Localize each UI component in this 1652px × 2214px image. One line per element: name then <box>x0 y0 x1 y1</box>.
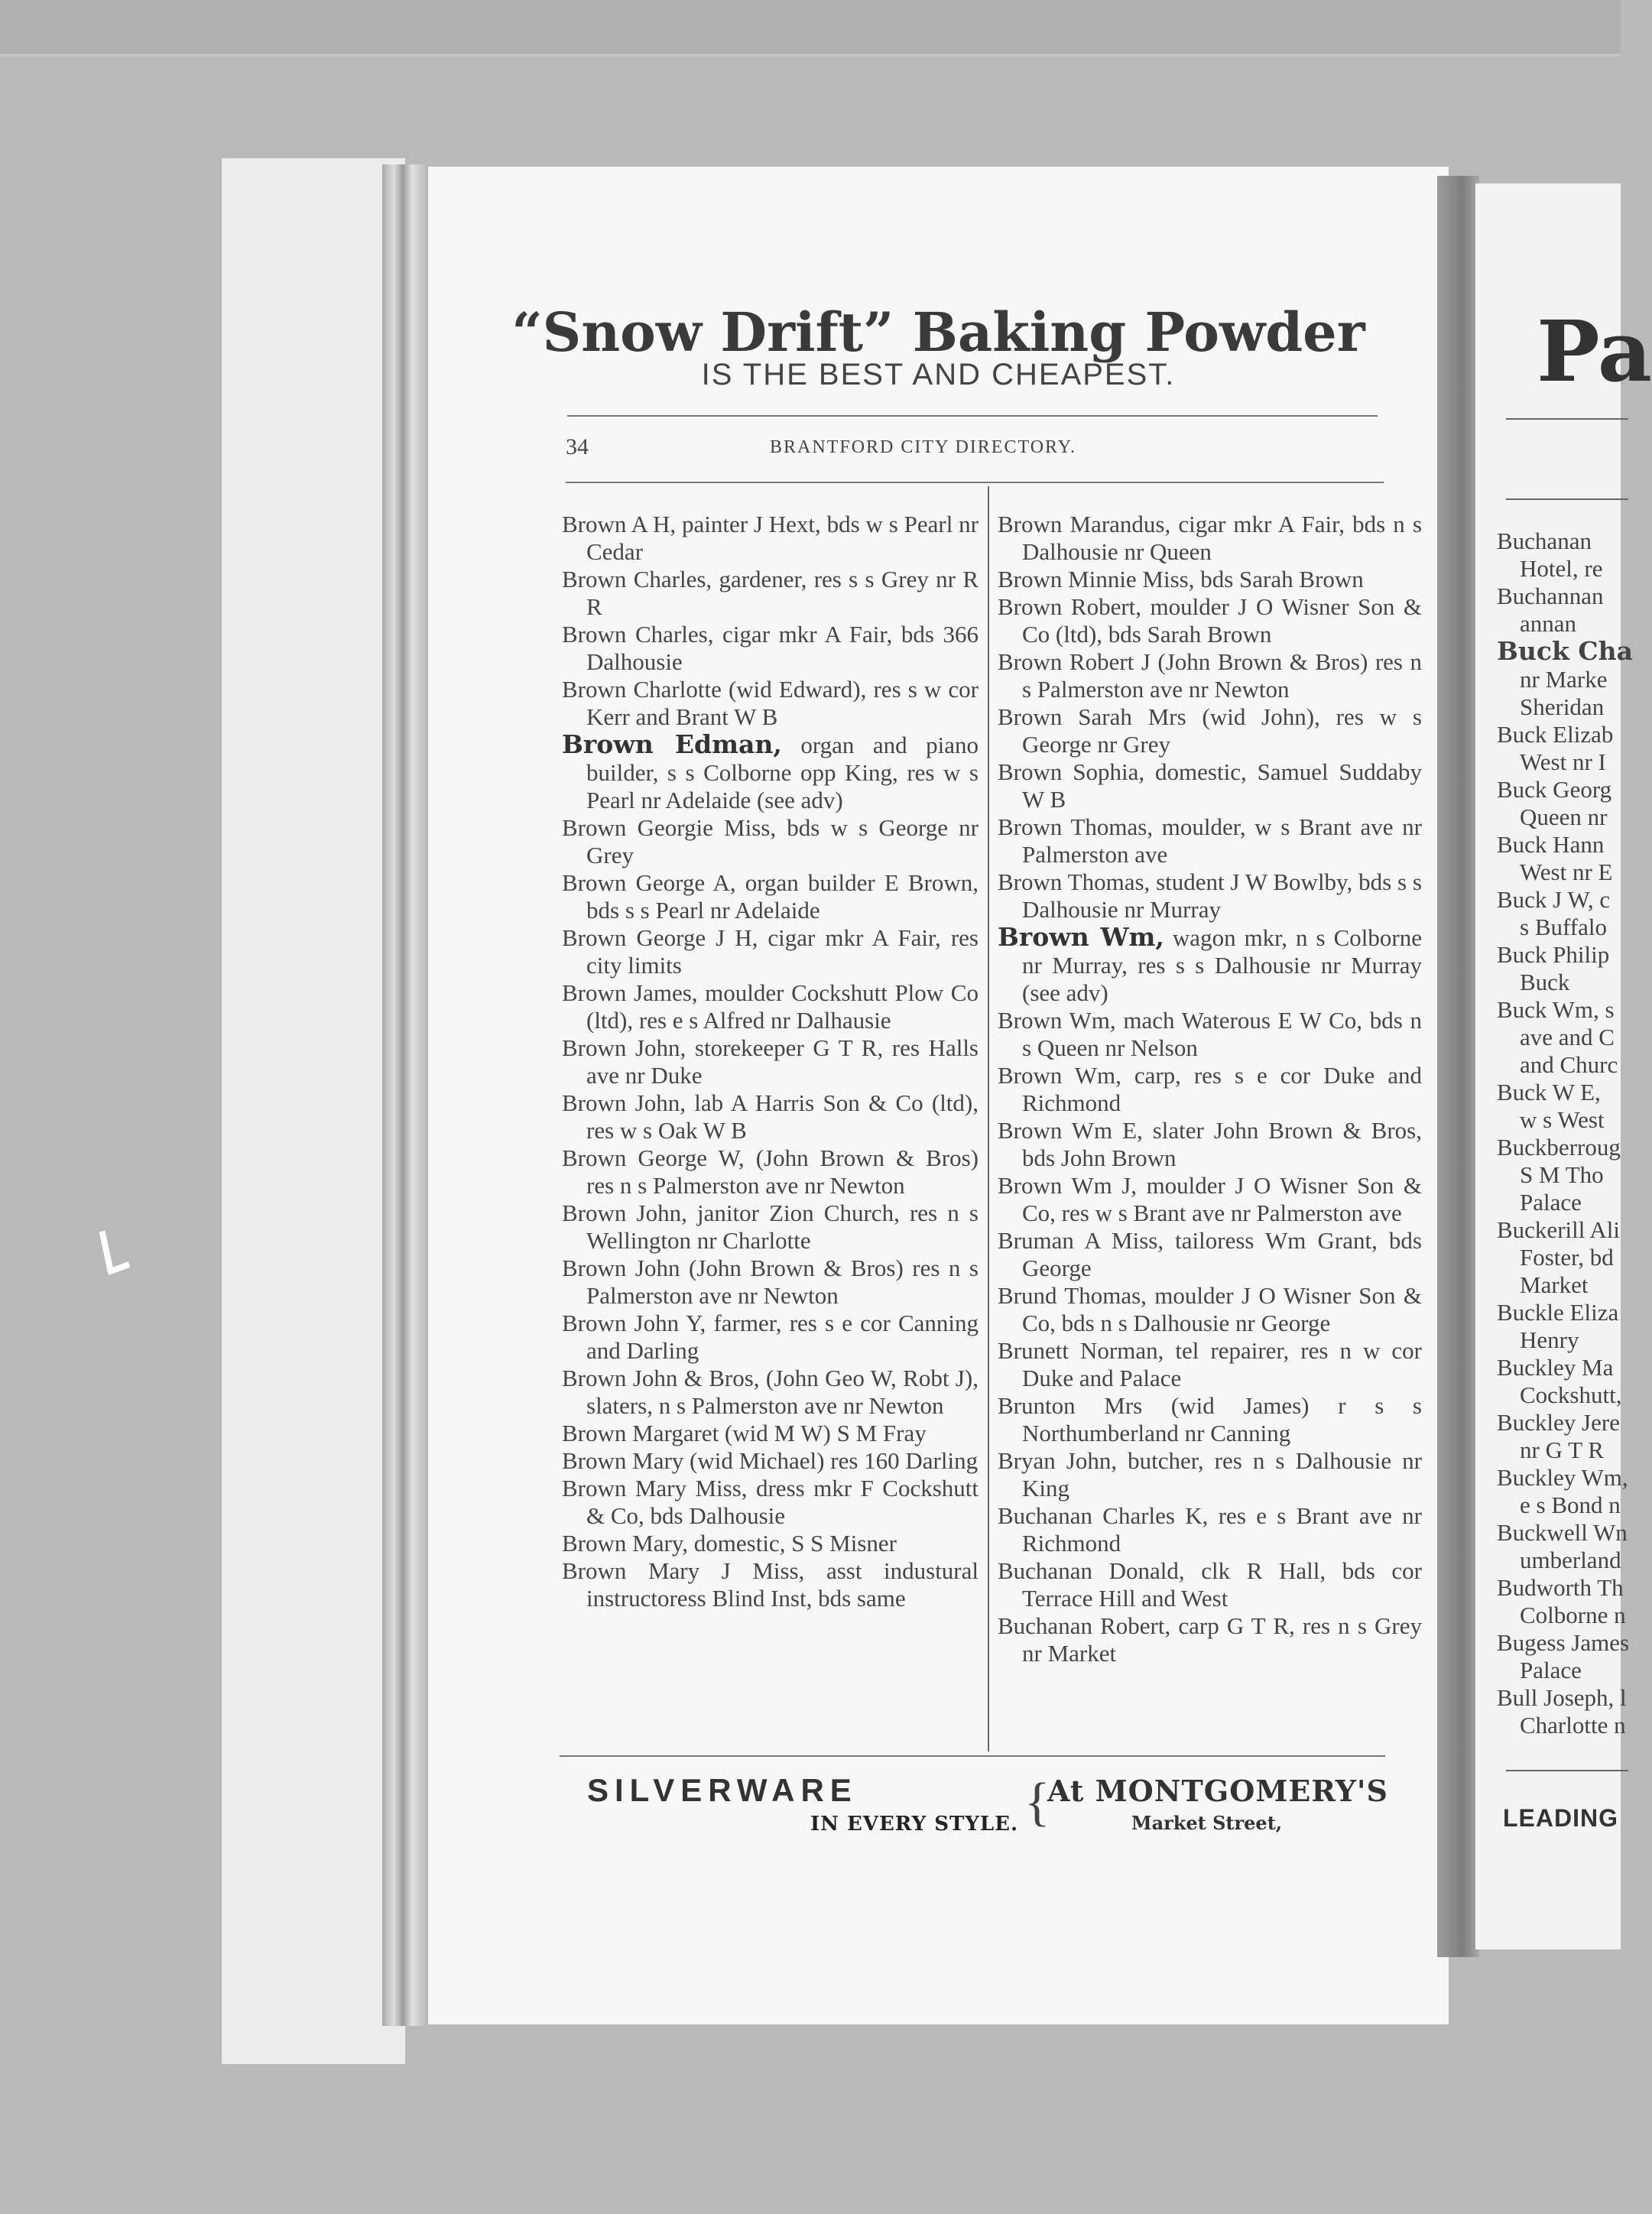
facing-page-line <box>1497 1684 1633 1712</box>
directory-entry <box>998 703 1422 758</box>
entry-text: Brown Sarah Mrs (wid John), res w s George nr Grey <box>998 703 1422 758</box>
facing-page-line <box>1497 831 1633 859</box>
entry-text: Brown Georgie Miss, bds w s George nr Grey <box>562 814 979 868</box>
directory-entry <box>998 648 1422 703</box>
facing-page-line-text: Buck Hann <box>1497 831 1605 858</box>
entry-text: Brown Wm J, moulder J O Wisner Son & Co, res w s Brant ave nr Palmerston ave <box>998 1172 1422 1226</box>
entry-text: Brown John (John Brown & Bros) res n s Palmerston ave nr Newton <box>562 1255 979 1309</box>
entry-text: Brown George W, (John Brown & Bros) res n s Palmerston ave nr Newton <box>562 1144 979 1199</box>
entry-text: Brown Thomas, moulder, w s Brant ave nr Palmerston ave <box>998 813 1422 868</box>
facing-page-line <box>1497 1051 1633 1079</box>
facing-page-line <box>1497 583 1633 610</box>
entry-text: Brown Mary, domestic, S S Misner <box>562 1530 897 1557</box>
facing-page-line <box>1497 1189 1633 1216</box>
facing-page-line-text: Queen nr <box>1520 803 1608 830</box>
directory-entry <box>998 511 1422 566</box>
entry-text: Brown Wm, mach Waterous E W Co, bds n s Queen nr Nelson <box>998 1007 1422 1061</box>
entry-text: Brown John, storekeeper G T R, res Halls ave nr Duke <box>562 1034 979 1089</box>
entry-text: Brown John & Bros, (John Geo W, Robt J), slaters, n s Palmerston ave nr Newton <box>562 1365 979 1419</box>
running-title: BRANTFORD CITY DIRECTORY. <box>770 437 1076 457</box>
entry-text: Brown Mary (wid Michael) res 160 Darling <box>562 1447 979 1474</box>
header-rule <box>567 415 1378 417</box>
directory-entry <box>562 511 979 566</box>
entry-text: Brown John Y, farmer, res s e cor Canning and Darling <box>562 1310 979 1364</box>
entry-text: Brown Charles, gardener, res s s Grey nr R R <box>562 566 979 620</box>
footer-rule <box>560 1755 1385 1757</box>
directory-entry <box>998 758 1422 813</box>
facing-page-line-text: w s West <box>1520 1106 1605 1133</box>
entry-text: Brown Mary J Miss, asst industural instructoress Blind Inst, bds same <box>562 1557 979 1612</box>
entry-text: Brown Robert J (John Brown & Bros) res n s Palmerston ave nr Newton <box>998 648 1422 703</box>
facing-page-line-text: Buckberroug <box>1497 1134 1621 1161</box>
directory-entry <box>562 621 979 676</box>
entry-text: Brown John, janitor Zion Church, res n s Wellington nr Charlotte <box>562 1200 979 1254</box>
facing-page-line <box>1497 1574 1633 1602</box>
facing-page-line <box>1497 555 1633 583</box>
directory-entry <box>562 869 979 924</box>
facing-page-line <box>1497 969 1633 996</box>
facing-page-line-text: Buck <box>1520 969 1570 995</box>
book-page-edges <box>382 164 428 2026</box>
facing-page-line <box>1497 1161 1633 1189</box>
entry-text: Buchanan Donald, clk R Hall, bds cor Terrace Hill and West <box>998 1557 1422 1612</box>
facing-page-line <box>1497 1409 1633 1437</box>
directory-page <box>428 167 1449 2024</box>
directory-entry <box>998 566 1422 593</box>
facing-page-line-text: Buck Georg <box>1497 776 1612 803</box>
directory-entry <box>562 1200 979 1255</box>
facing-page-line <box>1497 1216 1633 1244</box>
footer-ad-right-main: At MONTGOMERY'S <box>1047 1774 1388 1808</box>
ad-header-title: “Snow Drift” Baking Powder <box>511 300 1365 364</box>
facing-page-line <box>1497 1464 1633 1492</box>
entry-text: Bryan John, butcher, res n s Dalhousie nr King <box>998 1447 1422 1501</box>
footer-ad-left-sub: IN EVERY STYLE. <box>810 1813 1019 1836</box>
directory-entry <box>998 1117 1422 1172</box>
facing-page-line <box>1497 610 1633 638</box>
entry-text: Brown George A, organ builder E Brown, bds s s Pearl nr Adelaide <box>562 869 979 924</box>
facing-page-fragment <box>1475 183 1652 1949</box>
facing-page-line-text: Henry <box>1520 1326 1579 1353</box>
running-head-rule <box>566 482 1384 483</box>
directory-entry <box>998 813 1422 868</box>
facing-page-line-text: Buck Elizab <box>1497 721 1614 748</box>
scan-background-top <box>0 0 1621 54</box>
entry-text: Brunton Mrs (wid James) r s s Northumberland nr Canning <box>998 1392 1422 1446</box>
column-separator <box>988 486 989 1751</box>
entry-text: Brown George J H, cigar mkr A Fair, res city limits <box>562 924 979 979</box>
facing-page-line <box>1497 1381 1633 1409</box>
directory-column-right <box>998 511 1422 1667</box>
entry-text: Brown Charles, cigar mkr A Fair, bds 366 Dalhousie <box>562 621 979 675</box>
facing-page-line-text: umberland <box>1520 1547 1621 1573</box>
directory-entry <box>998 1612 1422 1667</box>
facing-page-line <box>1497 1134 1633 1161</box>
facing-page-rule <box>1506 418 1628 420</box>
directory-entry <box>562 924 979 979</box>
entry-text: Brown Charlotte (wid Edward), res s w cor Kerr and Brant W B <box>562 676 979 730</box>
directory-entry <box>998 1502 1422 1557</box>
entry-text: wagon mkr, n s Colborne nr Murray, res s s Dalhousie nr Murray (see adv) <box>1022 924 1422 1006</box>
entry-text: organ and piano builder, s s Colborne opp King, res w s Pearl nr Adelaide (see adv) <box>586 732 979 813</box>
directory-column-left <box>562 511 979 1612</box>
facing-page-line-text: Buck Wm, s <box>1497 996 1615 1023</box>
entry-text: Brown Wm E, slater John Brown & Bros, bds John Brown <box>998 1117 1422 1171</box>
facing-page-line-text: Market <box>1520 1271 1589 1298</box>
directory-entry <box>562 676 979 731</box>
facing-page-line <box>1497 1354 1633 1381</box>
directory-entry <box>998 1282 1422 1337</box>
facing-page-line-text: e s Bond n <box>1520 1492 1621 1518</box>
directory-entry <box>998 1337 1422 1392</box>
directory-entry <box>562 566 979 621</box>
facing-page-line-text: Charlotte n <box>1520 1712 1626 1738</box>
facing-page-line <box>1497 1437 1633 1464</box>
entry-bold-name: Brown Edman, <box>562 729 782 759</box>
facing-page-line <box>1497 1629 1633 1657</box>
facing-page-line-text: Buchanan <box>1497 528 1592 554</box>
entry-text: Brown James, moulder Cockshutt Plow Co (ltd), res e s Alfred nr Dalhausie <box>562 979 979 1034</box>
directory-entry <box>998 1392 1422 1447</box>
facing-page-line-text: ave and C <box>1520 1024 1615 1050</box>
directory-entry <box>998 1007 1422 1062</box>
page-number: 34 <box>566 434 589 459</box>
directory-entry <box>562 1557 979 1612</box>
directory-entry <box>562 1475 979 1530</box>
directory-entry <box>562 1144 979 1200</box>
facing-page-line <box>1497 776 1633 803</box>
facing-page-line <box>1497 914 1633 941</box>
facing-page-line <box>1497 1024 1633 1051</box>
facing-page-line-text: West nr E <box>1520 859 1613 885</box>
directory-entry <box>998 924 1422 1007</box>
facing-page-line <box>1497 1547 1633 1574</box>
facing-page-line <box>1497 1602 1633 1629</box>
facing-page-column <box>1497 528 1633 1739</box>
facing-page-line <box>1497 1492 1633 1519</box>
facing-page-line-text: Bull Joseph, l <box>1497 1684 1627 1711</box>
facing-page-line-text: Sheridan <box>1520 693 1605 720</box>
facing-page-line <box>1497 803 1633 831</box>
directory-entry <box>998 1557 1422 1612</box>
facing-page-line <box>1497 1657 1633 1684</box>
facing-page-line <box>1497 1519 1633 1547</box>
ad-header-subtitle: IS THE BEST AND CHEAPEST. <box>701 358 1176 391</box>
facing-page-line-text: annan <box>1520 610 1577 637</box>
facing-page-line-text: Buckle Eliza <box>1497 1299 1619 1326</box>
facing-page-line <box>1497 638 1633 666</box>
facing-page-footer-fragment: LEADING <box>1503 1804 1618 1832</box>
directory-entry <box>998 868 1422 924</box>
running-head <box>566 434 1280 465</box>
directory-entry <box>562 1420 979 1447</box>
directory-entry <box>998 1172 1422 1227</box>
facing-page-line-text: Bugess James <box>1497 1629 1630 1656</box>
entry-text: Brund Thomas, moulder J O Wisner Son & Co, bds n s Dalhousie nr George <box>998 1282 1422 1336</box>
scan-background-band <box>0 54 1621 57</box>
facing-page-line-text: Buck Philip <box>1497 941 1610 968</box>
facing-page-line <box>1497 666 1633 693</box>
entry-bold-name: Brown Wm, <box>998 922 1164 952</box>
directory-entry <box>562 1034 979 1089</box>
directory-entry <box>998 1062 1422 1117</box>
facing-page-rule <box>1506 498 1628 500</box>
facing-page-line <box>1497 1271 1633 1299</box>
footer-ad-brace: { <box>1024 1773 1050 1832</box>
book-gutter <box>1437 176 1479 1957</box>
facing-page-line-text: Buckwell Wn <box>1497 1519 1628 1546</box>
facing-page-line <box>1497 693 1633 721</box>
facing-page-line-text: S M Tho <box>1520 1161 1604 1188</box>
directory-entry <box>998 1227 1422 1282</box>
facing-page-line-text: s Buffalo <box>1520 914 1607 940</box>
back-cover-page <box>222 158 405 2064</box>
facing-page-line-text: nr Marke <box>1520 666 1608 693</box>
facing-page-line <box>1497 1326 1633 1354</box>
facing-page-line-text: Colborne n <box>1520 1602 1626 1628</box>
directory-entry <box>562 1255 979 1310</box>
entry-text: Brown Margaret (wid M W) S M Fray <box>562 1420 927 1446</box>
footer-ad-right-sub: Market Street, <box>1131 1812 1283 1834</box>
facing-page-line-text: Buckley Jere <box>1497 1409 1620 1436</box>
facing-page-line-text: Buck J W, c <box>1497 886 1611 913</box>
facing-page-rule <box>1506 1770 1628 1771</box>
facing-page-line-text: Buckerill Ali <box>1497 1216 1621 1243</box>
facing-page-line <box>1497 1244 1633 1271</box>
facing-page-line-text: West nr I <box>1520 748 1606 775</box>
directory-entry <box>562 1530 979 1557</box>
facing-page-line-text: Hotel, re <box>1520 555 1603 582</box>
directory-entry <box>998 1447 1422 1502</box>
scan-mark <box>99 1231 114 1271</box>
directory-entry <box>998 593 1422 648</box>
entry-text: Brown Minnie Miss, bds Sarah Brown <box>998 566 1364 592</box>
facing-page-line-text: Buck Cha <box>1497 636 1633 666</box>
facing-page-line-text: and Churc <box>1520 1051 1618 1078</box>
entry-text: Brown Thomas, student J W Bowlby, bds s s Dalhousie nr Murray <box>998 868 1422 923</box>
facing-page-line-text: Buckley Ma <box>1497 1354 1614 1381</box>
facing-page-line-text: nr G T R <box>1520 1437 1604 1463</box>
facing-page-line <box>1497 886 1633 914</box>
entry-text: Buchanan Charles K, res e s Brant ave nr Richmond <box>998 1502 1422 1557</box>
facing-page-line-text: Budworth Th <box>1497 1574 1624 1601</box>
entry-text: Brown Wm, carp, res s e cor Duke and Richmond <box>998 1062 1422 1116</box>
directory-entry <box>562 979 979 1034</box>
facing-page-header-fragment: Pa <box>1537 302 1652 401</box>
facing-page-line <box>1497 528 1633 555</box>
facing-page-line-text: Palace <box>1520 1657 1582 1683</box>
facing-page-line <box>1497 1299 1633 1326</box>
entry-text: Brown Sophia, domestic, Samuel Suddaby W B <box>998 758 1422 813</box>
footer-ad-left-main: SILVERWARE <box>587 1772 858 1808</box>
facing-page-line-text: Palace <box>1520 1189 1582 1216</box>
facing-page-line <box>1497 721 1633 748</box>
facing-page-line-text: Buckley Wm, <box>1497 1464 1628 1491</box>
entry-text: Brown Robert, moulder J O Wisner Son & Co (ltd), bds Sarah Brown <box>998 593 1422 648</box>
facing-page-line-text: Buchannan <box>1497 583 1604 609</box>
directory-entry <box>562 1089 979 1144</box>
facing-page-line <box>1497 748 1633 776</box>
entry-text: Brown A H, painter J Hext, bds w s Pearl nr Cedar <box>562 511 979 565</box>
directory-entry <box>562 814 979 869</box>
entry-text: Brunett Norman, tel repairer, res n w cor Duke and Palace <box>998 1337 1422 1391</box>
directory-entry <box>562 731 979 814</box>
facing-page-line <box>1497 1106 1633 1134</box>
entry-text: Bruman A Miss, tailoress Wm Grant, bds George <box>998 1227 1422 1281</box>
entry-text: Buchanan Robert, carp G T R, res n s Grey nr Market <box>998 1612 1422 1667</box>
entry-text: Brown John, lab A Harris Son & Co (ltd), res w s Oak W B <box>562 1089 979 1144</box>
facing-page-line <box>1497 859 1633 886</box>
facing-page-line <box>1497 996 1633 1024</box>
directory-entry <box>562 1365 979 1420</box>
directory-entry <box>562 1447 979 1475</box>
facing-page-line <box>1497 1079 1633 1106</box>
facing-page-line <box>1497 941 1633 969</box>
entry-text: Brown Marandus, cigar mkr A Fair, bds n s Dalhousie nr Queen <box>998 511 1422 565</box>
entry-text: Brown Mary Miss, dress mkr F Cockshutt & Co, bds Dalhousie <box>562 1475 979 1529</box>
facing-page-line <box>1497 1712 1633 1739</box>
facing-page-line-text: Cockshutt, <box>1520 1381 1622 1408</box>
directory-entry <box>562 1310 979 1365</box>
facing-page-line-text: Buck W E, <box>1497 1079 1601 1105</box>
facing-page-line-text: Foster, bd <box>1520 1244 1614 1271</box>
